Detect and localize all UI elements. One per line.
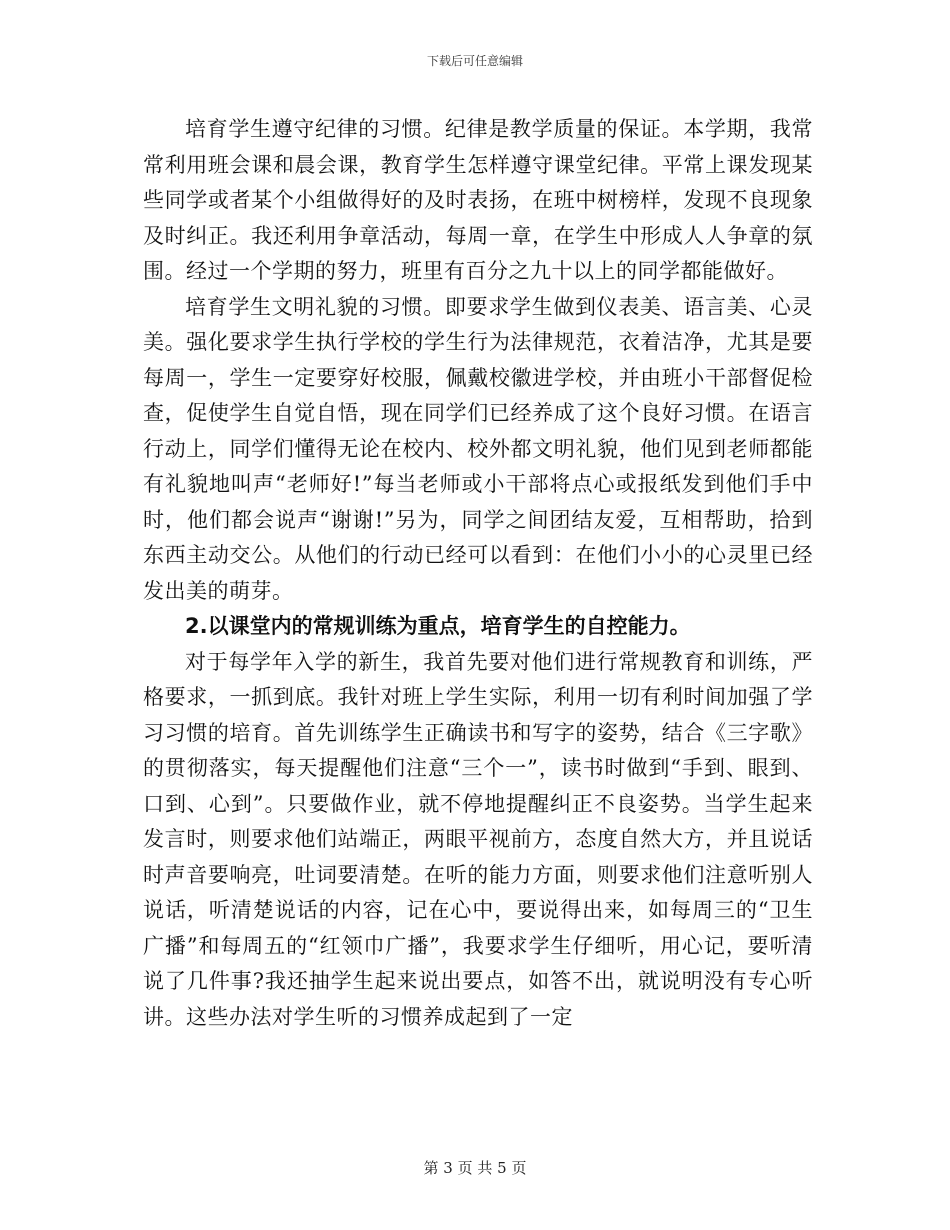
section-heading: 2.以课堂内的常规训练为重点，培育学生的自控能力。 — [185, 614, 691, 638]
page-footer: 第 3 页 共 5 页 — [423, 1159, 527, 1177]
document-body — [143, 112, 813, 1035]
paragraph-classroom-routine: 对于每学年入学的新生，我首先要对他们进行常规教育和训练，严格要求，一抓到底。我针对班上学生实际，利用一切有利时间加强了学习习惯的培育。首先训练学生正确读书和写字的姿势，结合《三字歌》的贯彻落实，每天提醒他们注意“三个一”，读书时做到“手到、眼到、口到、心到”。只要做作业，就不停地提醒纠正不良姿势。当学生起来发言时，则要求他们站端正，两眼平视前方，态度自然大方，并且说话时声音要响亮，吐词要清楚。在听的能力方面，则要求他们注意听别人说话，听清楚说话的内容，记在心中，要说得出来，如每周三的“卫生广播”和每周五的“红领巾广播”，我要求学生仔细听，用心记，要听清说了几件事?我还抽学生起来说出要点，如答不出，就说明没有专心听讲。这些办法对学生听的习惯养成起到了一定 — [143, 649, 813, 1029]
paragraph-courtesy: 培育学生文明礼貌的习惯。即要求学生做到仪表美、语言美、心灵美。强化要求学生执行学校的学生行为法律规范，衣着洁净，尤其是要每周一，学生一定要穿好校服，佩戴校徽进学校，并由班小干部督促检查，促使学生自觉自悟，现在同学们已经养成了这个良好习惯。在语言行动上，同学们懂得无论在校内、校外都文明礼貌，他们见到老师都能有礼貌地叫声“老师好!”每当老师或小干部将点心或报纸发到他们手中时，他们都会说声“谢谢!”另为，同学之间团结友爱，互相帮助，拾到东西主动交公。从他们的行动已经可以看到：在他们小小的心灵里已经发出美的萌芽。 — [143, 294, 813, 603]
page-header: 下载后可任意编辑 — [426, 54, 523, 68]
paragraph-discipline: 培育学生遵守纪律的习惯。纪律是教学质量的保证。本学期，我常常利用班会课和晨会课，教育学生怎样遵守课堂纪律。平常上课发现某些同学或者某个小组做得好的及时表扬，在班中树榜样，发现不良现象及时纠正。我还利用争章活动，每周一章，在学生中形成人人争章的氛围。经过一个学期的努力，班里有百分之九十以上的同学都能做好。 — [143, 117, 813, 283]
